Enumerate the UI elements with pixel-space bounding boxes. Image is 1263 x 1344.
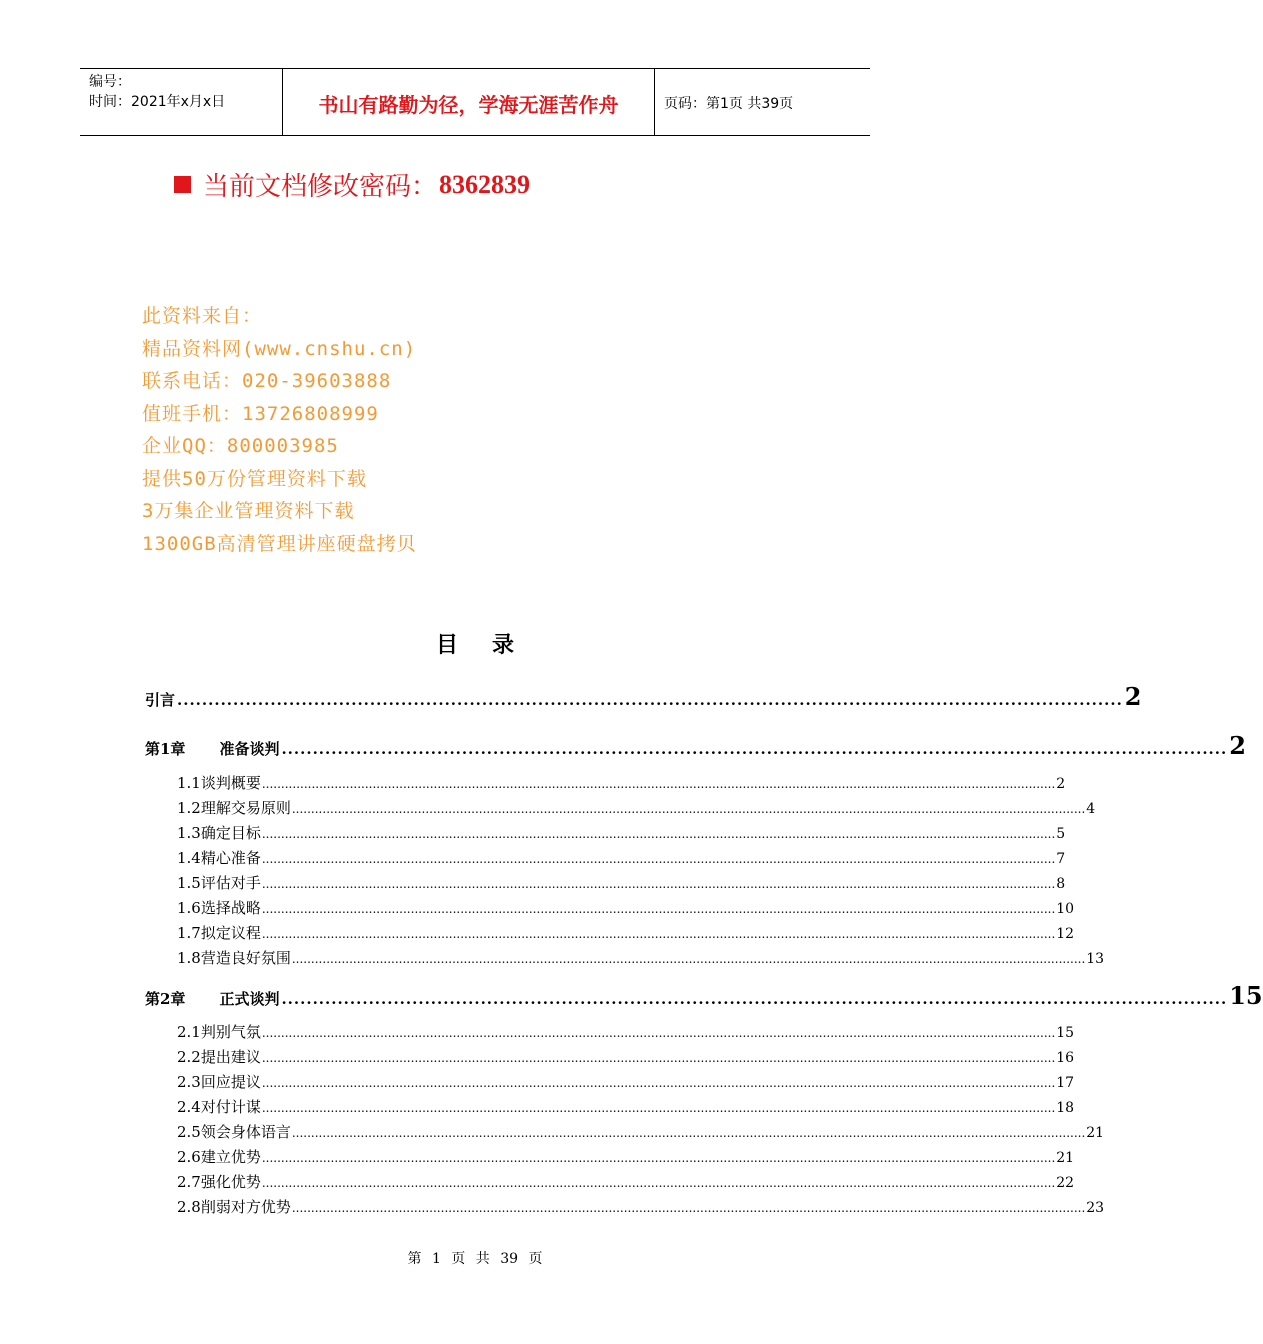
toc-entry-page: 10 [1056,901,1075,917]
source-line: 1300GB高清管理讲座硬盘拷贝 [142,532,417,555]
toc-entry-label: 2.7强化优势 [177,1173,261,1191]
toc-entry[interactable] [177,922,1075,943]
toc-entry[interactable] [177,1096,1075,1117]
toc-entry[interactable] [177,897,1075,918]
toc-entry-page: 16 [1056,1050,1075,1066]
source-line: 此资料来自： [142,305,263,327]
toc-chapter-number: 第1章 [145,740,186,758]
toc-entry[interactable] [177,1146,1075,1167]
toc-entry-label: 2.5领会身体语言 [177,1123,291,1141]
toc-leader-dots: ................................................................................................................................................................................................................ [261,852,1056,866]
toc-leader-dots: ................................................................................................................................................................................................................ [291,1126,1086,1140]
toc-entry[interactable] [177,1046,1075,1067]
toc-entry-page: 2 [1124,682,1142,711]
toc-chapter-number: 第2章 [145,990,186,1008]
toc-entry-page: 7 [1056,851,1066,867]
toc-leader-dots: ................................................................................................................................................................................................................ [261,902,1056,916]
page-header [80,68,870,136]
toc-leader-dots: ................................................................................................................................................................................................................ [261,1051,1056,1065]
toc-entry-page: 2 [1229,731,1246,760]
toc-leader-dots: ................................................................................................................................................................................................................ [261,927,1056,941]
toc-entry-page: 21 [1056,1150,1075,1166]
toc-leader-dots: ................................................................................................................................................................................................................ [291,952,1086,966]
toc-entry[interactable] [177,822,1066,843]
toc-entry-page: 18 [1056,1100,1075,1116]
source-line: 3万集企业管理资料下载 [142,500,355,522]
red-square-icon [174,176,191,193]
toc-entry-page: 5 [1056,826,1066,842]
toc-entry[interactable] [177,772,1066,793]
source-line: 企业QQ：800003985 [142,435,339,457]
toc-entry-page: 15 [1056,1025,1075,1041]
toc-entry-label: 1.8营造良好氛围 [177,949,291,967]
toc-entry-label: 1.3确定目标 [177,824,261,842]
document-number-label: 编号： [89,74,131,90]
toc-leader-dots: ................................................................................................................................................................................................................ [261,877,1056,891]
toc-entry-page: 15 [1229,981,1263,1010]
header-page-info: 页码：第1页 共39页 [664,96,794,112]
password-notice [174,166,530,203]
toc-leader-dots: ................................................................................................................................................................................................................ [291,1201,1086,1215]
toc-entry-label: 2.2提出建议 [177,1048,261,1066]
toc-entry[interactable] [177,1196,1105,1217]
toc-leader-dots: ................................................................................................................................................................................................................ [261,1101,1056,1115]
toc-entry[interactable] [177,1121,1105,1142]
toc-entry-page: 4 [1086,801,1096,817]
toc-leader-dots: ................................................................................................................................................................................................................ [261,1151,1056,1165]
toc-entry-page: 17 [1056,1075,1075,1091]
toc-entry-label: 引言 [145,691,176,709]
toc-entry-label: 2.3回应提议 [177,1073,261,1091]
toc-entry-label: 2.1判别气氛 [177,1023,261,1041]
toc-chapter-title: 准备谈判 [219,740,280,758]
toc-entry-label: 1.6选择战略 [177,899,261,917]
document-time-label: 时间：2021年x月x日 [89,94,226,110]
toc-entry-label: 1.1谈判概要 [177,774,261,792]
password-label: 当前文档修改密码： [203,172,438,202]
toc-entry-page: 2 [1056,776,1066,792]
toc-entry-label: 2.8削弱对方优势 [177,1198,291,1216]
toc-entry-label: 1.5评估对手 [177,874,261,892]
toc-entry-label: 1.4精心准备 [177,849,261,867]
toc-leader-dots: ................................................................................................................................................................................................................ [261,1026,1056,1040]
toc-leader-dots: ........................................................................................................................................................ [281,740,1228,758]
toc-entry[interactable] [177,1171,1075,1192]
toc-entry-page: 21 [1086,1125,1105,1141]
page-footer: 第 1 页 共 39 页 [407,1251,543,1267]
toc-leader-dots: ........................................................................................................................................................ [281,990,1228,1008]
toc-entry[interactable] [177,797,1096,818]
toc-entry-label [145,738,279,759]
toc-entry-label [145,988,279,1009]
toc-leader-dots: ........................................................................................................................................................ [177,691,1123,709]
toc-leader-dots: ................................................................................................................................................................................................................ [261,777,1056,791]
toc-entry-page: 23 [1086,1200,1105,1216]
toc-entry-page: 13 [1086,951,1105,967]
toc-entry-page: 12 [1056,926,1075,942]
source-line: 联系电话：020-39603888 [142,370,392,392]
toc-entry[interactable] [177,1021,1075,1042]
header-left-cell [80,69,282,135]
toc-entry[interactable] [145,731,1246,760]
toc-entry[interactable] [177,872,1066,893]
toc-entry[interactable] [145,981,1263,1010]
toc-entry[interactable] [177,1071,1075,1092]
source-line: 值班手机：13726808999 [142,402,379,425]
source-info [142,300,417,560]
toc-entry[interactable] [145,682,1142,711]
toc-entry-page: 22 [1056,1175,1075,1191]
toc-leader-dots: ................................................................................................................................................................................................................ [261,827,1056,841]
toc-entry-label: 1.2理解交易原则 [177,799,291,817]
toc-entry-label: 1.7拟定议程 [177,924,261,942]
toc-leader-dots: ................................................................................................................................................................................................................ [261,1076,1056,1090]
toc-entry-label: 2.6建立优势 [177,1148,261,1166]
source-line: 精品资料网(www.cnshu.cn) [142,337,417,360]
header-motto: 书山有路勤为径，学海无涯苦作舟 [282,69,655,135]
toc-title: 目录 [435,632,548,658]
toc-leader-dots: ................................................................................................................................................................................................................ [261,1176,1056,1190]
toc-chapter-title: 正式谈判 [219,990,280,1008]
toc-entry-label: 2.4对付计谋 [177,1098,261,1116]
toc-entry-page: 8 [1056,876,1066,892]
toc-entry[interactable] [177,847,1066,868]
password-value: 8362839 [439,169,531,199]
toc-entry[interactable] [177,947,1105,968]
toc-leader-dots: ................................................................................................................................................................................................................ [291,802,1086,816]
source-line: 提供50万份管理资料下载 [142,467,367,490]
